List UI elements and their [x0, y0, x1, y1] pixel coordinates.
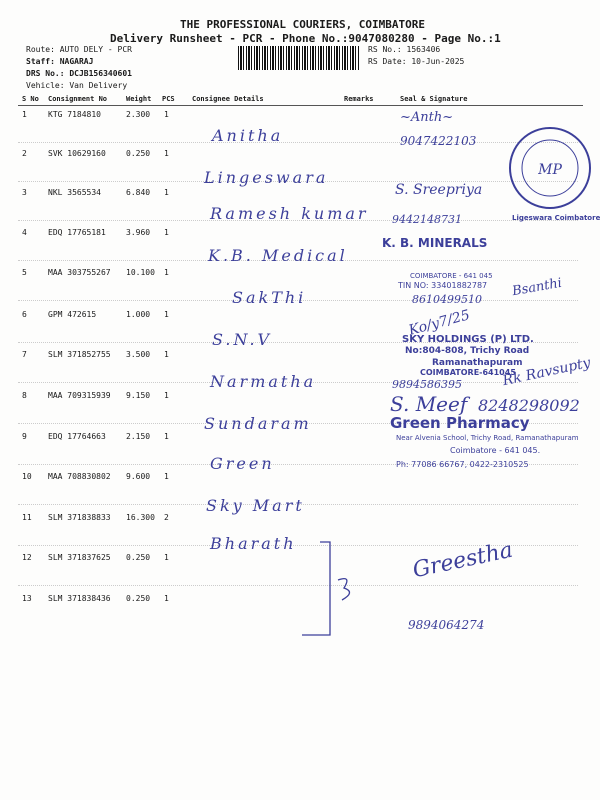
row-sno: 6 [22, 310, 27, 319]
runsheet-title: Delivery Runsheet - PCR - Phone No.:9047080280 - Page No.:1 [110, 32, 501, 45]
row-weight: 0.250 [126, 594, 151, 603]
row-weight: 2.150 [126, 432, 151, 441]
signature-row-7: Rk Ravsupty [501, 354, 592, 390]
row-pcs: 1 [164, 391, 169, 400]
row-pcs: 1 [164, 553, 169, 562]
row-sno: 12 [22, 553, 32, 562]
barcode [238, 46, 360, 70]
row-consignment: MAA 709315939 [48, 391, 111, 400]
signature-row-8: S. Meef [390, 392, 468, 416]
row-sno: 8 [22, 391, 27, 400]
row-pcs: 1 [164, 110, 169, 119]
row-consignment: EDQ 17764663 [48, 432, 106, 441]
route-label: Route: AUTO DELY - PCR [26, 45, 132, 54]
row-pcs: 1 [164, 149, 169, 158]
row-consignment: KTG 7184810 [48, 110, 101, 119]
row-sno: 1 [22, 110, 27, 119]
row-consignment: SLM 371837625 [48, 553, 111, 562]
row-weight: 10.100 [126, 268, 155, 277]
gp-stamp-phone: Ph: 77086 66767, 0422-2310525 [396, 460, 529, 469]
row-consignment: MAA 303755267 [48, 268, 111, 277]
signature-row-6: Ko/y7/25 [406, 307, 472, 339]
consignee-handwritten: Bharath [210, 534, 297, 553]
col-consignee: Consignee Details [192, 95, 264, 103]
row-weight: 9.150 [126, 391, 151, 400]
row-weight: 0.250 [126, 149, 151, 158]
col-weight: Weight [126, 95, 152, 103]
gp-stamp-city: Coimbatore - 641 045. [450, 446, 541, 455]
row-consignment: MAA 708830802 [48, 472, 111, 481]
consignee-handwritten: Lingeswara [204, 168, 329, 187]
phone-row-3: 9442148731 [392, 213, 462, 226]
svg-text:MP: MP [538, 162, 562, 178]
seal-text: Ligeswara Coimbatore [512, 214, 600, 222]
row-consignment: SLM 371838833 [48, 513, 111, 522]
phone-row-1: 9047422103 [400, 134, 477, 148]
row-sno: 11 [22, 513, 32, 522]
row-sno: 9 [22, 432, 27, 441]
row-divider [18, 585, 578, 586]
col-seal: Seal & Signature [400, 95, 468, 103]
rs-date-label: RS Date: 10-Jun-2025 [368, 57, 465, 66]
phone-row-7: 9894586395 [392, 378, 462, 391]
row-consignment: SLM 371852755 [48, 350, 111, 359]
row-divider [18, 142, 578, 143]
row-pcs: 1 [164, 268, 169, 277]
vehicle-label: Vehicle: Van Delivery [26, 81, 128, 90]
consignee-handwritten: S.N.V [212, 330, 273, 349]
consignee-handwritten: Ramesh kumar [210, 204, 369, 223]
row-pcs: 1 [164, 594, 169, 603]
col-sno: S No [22, 95, 39, 103]
row-weight: 3.500 [126, 350, 151, 359]
row-consignment: NKL 3565534 [48, 188, 101, 197]
row-sno: 13 [22, 594, 32, 603]
row-weight: 16.300 [126, 513, 155, 522]
signature-1: ~Anth~ [400, 110, 454, 125]
sky-stamp-name: SKY HOLDINGS (P) LTD. [402, 334, 534, 345]
consignee-handwritten: SakThi [232, 288, 307, 307]
consignee-handwritten: Sundaram [204, 414, 312, 433]
phone-row-13: 9894064274 [408, 618, 485, 632]
row-pcs: 1 [164, 310, 169, 319]
header-rule [18, 105, 583, 106]
sky-stamp-addr: No:804-808, Trichy Road [405, 346, 530, 356]
consignee-handwritten: Narmatha [210, 372, 317, 391]
row-weight: 0.250 [126, 553, 151, 562]
kb-stamp-tin: TIN NO: 33401882787 [398, 281, 488, 290]
bracket-mark [300, 540, 360, 650]
phone-row-8: 8248298092 [478, 396, 580, 415]
sky-stamp-city: COIMBATORE-641045 [420, 368, 516, 377]
row-consignment: GPM 472615 [48, 310, 97, 319]
sky-stamp-area: Ramanathapuram [432, 358, 523, 368]
row-weight: 3.960 [126, 228, 151, 237]
consignee-handwritten: K.B. Medical [208, 246, 348, 265]
row-sno: 4 [22, 228, 27, 237]
signature-row-12: Greestha [410, 537, 516, 584]
gp-stamp-name: Green Pharmacy [390, 414, 530, 432]
company-title: THE PROFESSIONAL COURIERS, COIMBATORE [180, 18, 426, 31]
rs-no-label: RS No.: 1563406 [368, 45, 441, 54]
col-remarks: Remarks [344, 95, 374, 103]
row-sno: 5 [22, 268, 27, 277]
row-pcs: 1 [164, 228, 169, 237]
staff-label: Staff: NAGARAJ [26, 57, 94, 66]
signature-row-4: Bsanthi [511, 275, 564, 300]
phone-row-4: 8610499510 [412, 293, 482, 306]
consignee-handwritten: Sky Mart [206, 496, 305, 515]
row-pcs: 1 [164, 188, 169, 197]
row-pcs: 1 [164, 472, 169, 481]
drs-label: DRS No.: DCJB156340601 [26, 69, 132, 78]
row-consignment: SLM 371838436 [48, 594, 111, 603]
row-weight: 6.840 [126, 188, 151, 197]
consignee-handwritten: Anitha [212, 126, 284, 145]
row-pcs: 2 [164, 513, 169, 522]
signature-row-3: S. Sreepriya [395, 182, 483, 198]
row-pcs: 1 [164, 432, 169, 441]
row-weight: 2.300 [126, 110, 151, 119]
row-sno: 10 [22, 472, 32, 481]
row-consignment: EDQ 17765181 [48, 228, 106, 237]
row-pcs: 1 [164, 350, 169, 359]
gp-stamp-addr: Near Alvenia School, Trichy Road, Ramanathapuram [396, 434, 579, 442]
row-consignment: SVK 10629160 [48, 149, 106, 158]
kb-stamp-city: COIMBATORE - 641 045 [410, 272, 493, 280]
col-consignment: Consignment No [48, 95, 108, 103]
kb-stamp-name: K. B. MINERALS [382, 236, 488, 250]
consignee-handwritten: Green [210, 454, 275, 473]
row-weight: 9.600 [126, 472, 151, 481]
col-pcs: PCS [162, 95, 175, 103]
row-weight: 1.000 [126, 310, 151, 319]
row-sno: 2 [22, 149, 27, 158]
row-sno: 3 [22, 188, 27, 197]
round-seal-icon [505, 118, 595, 218]
row-sno: 7 [22, 350, 27, 359]
